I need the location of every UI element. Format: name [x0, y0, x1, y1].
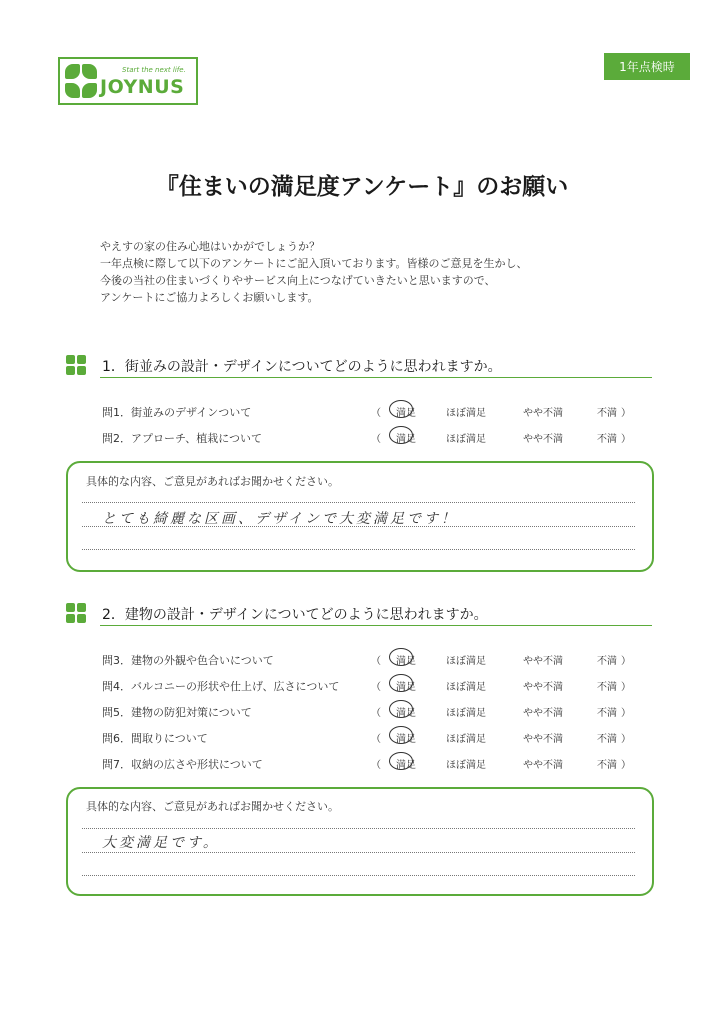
- paren-close: ）: [621, 734, 631, 745]
- clover-leaf-icon: [65, 64, 80, 79]
- option-dissatisfied[interactable]: 不満: [597, 760, 617, 771]
- answer-circle-mark: [389, 726, 413, 744]
- option-satisfied[interactable]: 満足: [396, 708, 416, 719]
- writing-line: [82, 549, 635, 550]
- section1-title: 1．街並みの設計・デザインについてどのように思われますか。: [102, 359, 502, 375]
- paren-open: （: [371, 408, 381, 419]
- option-somewhat-dissatisfied[interactable]: やや不満: [523, 734, 563, 745]
- question-label: 問6．間取りについて: [102, 732, 208, 745]
- paren-open: （: [371, 434, 381, 445]
- option-somewhat-dissatisfied[interactable]: やや不満: [523, 408, 563, 419]
- handwritten-comment: 大変満足です。: [102, 835, 220, 851]
- intro-line: 一年点検に際して以下のアンケートにご記入頂いております。皆様のご意見を生かし、: [100, 257, 528, 270]
- joynus-logo: [58, 57, 198, 105]
- option-satisfied[interactable]: 満足: [396, 682, 416, 693]
- answer-circle-mark: [389, 700, 413, 718]
- paren-close: ）: [621, 408, 631, 419]
- option-mostly-satisfied[interactable]: ほぼ満足: [446, 408, 486, 419]
- page-title: 『住まいの満足度アンケート』のお願い: [155, 174, 569, 200]
- paren-close: ）: [621, 760, 631, 771]
- option-satisfied[interactable]: 満足: [396, 408, 416, 419]
- comment-label: 具体的な内容、ご意見があればお聞かせください。: [86, 475, 339, 488]
- section1-rule: [100, 377, 652, 378]
- logo-name: JOYNUS: [100, 76, 185, 98]
- option-dissatisfied[interactable]: 不満: [597, 434, 617, 445]
- option-dissatisfied[interactable]: 不満: [597, 734, 617, 745]
- option-mostly-satisfied[interactable]: ほぼ満足: [446, 434, 486, 445]
- clover-icon: [66, 603, 88, 625]
- question-label: 問5．建物の防犯対策について: [102, 706, 252, 719]
- intro-line: アンケートにご協力よろしくお願いします。: [100, 291, 319, 304]
- answer-circle-mark: [389, 400, 413, 418]
- clover-leaf-icon: [65, 83, 80, 98]
- writing-line: [82, 852, 635, 853]
- option-somewhat-dissatisfied[interactable]: やや不満: [523, 434, 563, 445]
- option-dissatisfied[interactable]: 不満: [597, 708, 617, 719]
- section2-rule: [100, 625, 652, 626]
- option-mostly-satisfied[interactable]: ほぼ満足: [446, 734, 486, 745]
- question-label: 問2．アプローチ、植栽について: [102, 432, 263, 445]
- paren-close: ）: [621, 434, 631, 445]
- option-mostly-satisfied[interactable]: ほぼ満足: [446, 760, 486, 771]
- comment-label: 具体的な内容、ご意見があればお聞かせください。: [86, 800, 339, 813]
- clover-leaf-icon: [82, 64, 97, 79]
- question-label: 問4．バルコニーの形状や仕上げ、広さについて: [102, 680, 340, 693]
- option-somewhat-dissatisfied[interactable]: やや不満: [523, 656, 563, 667]
- option-satisfied[interactable]: 満足: [396, 656, 416, 667]
- option-satisfied[interactable]: 満足: [396, 434, 416, 445]
- question-label: 問7．収納の広さや形状について: [102, 758, 263, 771]
- intro-line: やえすの家の住み心地はいかがでしょうか？: [100, 240, 320, 253]
- paren-close: ）: [621, 682, 631, 693]
- writing-line: [82, 828, 635, 829]
- paren-open: （: [371, 734, 381, 745]
- writing-line: [82, 875, 635, 876]
- option-dissatisfied[interactable]: 不満: [597, 682, 617, 693]
- paren-open: （: [371, 656, 381, 667]
- answer-circle-mark: [389, 674, 413, 692]
- option-satisfied[interactable]: 満足: [396, 734, 416, 745]
- clover-leaf-icon: [82, 83, 97, 98]
- logo-tagline: Start the next life.: [122, 66, 186, 74]
- paren-open: （: [371, 682, 381, 693]
- question-label: 問1．街並みのデザインついて: [102, 406, 252, 419]
- clover-icon: [66, 355, 88, 377]
- option-mostly-satisfied[interactable]: ほぼ満足: [446, 656, 486, 667]
- option-somewhat-dissatisfied[interactable]: やや不満: [523, 760, 563, 771]
- option-mostly-satisfied[interactable]: ほぼ満足: [446, 682, 486, 693]
- answer-circle-mark: [389, 648, 413, 666]
- section2-title: 2．建物の設計・デザインについてどのように思われますか。: [102, 607, 488, 623]
- answer-circle-mark: [389, 426, 413, 444]
- writing-line: [82, 502, 635, 503]
- paren-open: （: [371, 708, 381, 719]
- paren-open: （: [371, 760, 381, 771]
- option-dissatisfied[interactable]: 不満: [597, 408, 617, 419]
- option-somewhat-dissatisfied[interactable]: やや不満: [523, 708, 563, 719]
- intro-line: 今後の当社の住まいづくりやサービス向上につなげていきたいと思いますので、: [100, 274, 496, 287]
- paren-close: ）: [621, 656, 631, 667]
- option-somewhat-dissatisfied[interactable]: やや不満: [523, 682, 563, 693]
- handwritten-comment: とても綺麗な区画、デザインで大変満足です！: [102, 511, 459, 527]
- answer-circle-mark: [389, 752, 413, 770]
- paren-close: ）: [621, 708, 631, 719]
- option-mostly-satisfied[interactable]: ほぼ満足: [446, 708, 486, 719]
- question-label: 問3．建物の外観や色合いについて: [102, 654, 274, 667]
- intro-text: [100, 238, 527, 306]
- inspection-badge: 1年点検時: [604, 53, 690, 80]
- option-dissatisfied[interactable]: 不満: [597, 656, 617, 667]
- option-satisfied[interactable]: 満足: [396, 760, 416, 771]
